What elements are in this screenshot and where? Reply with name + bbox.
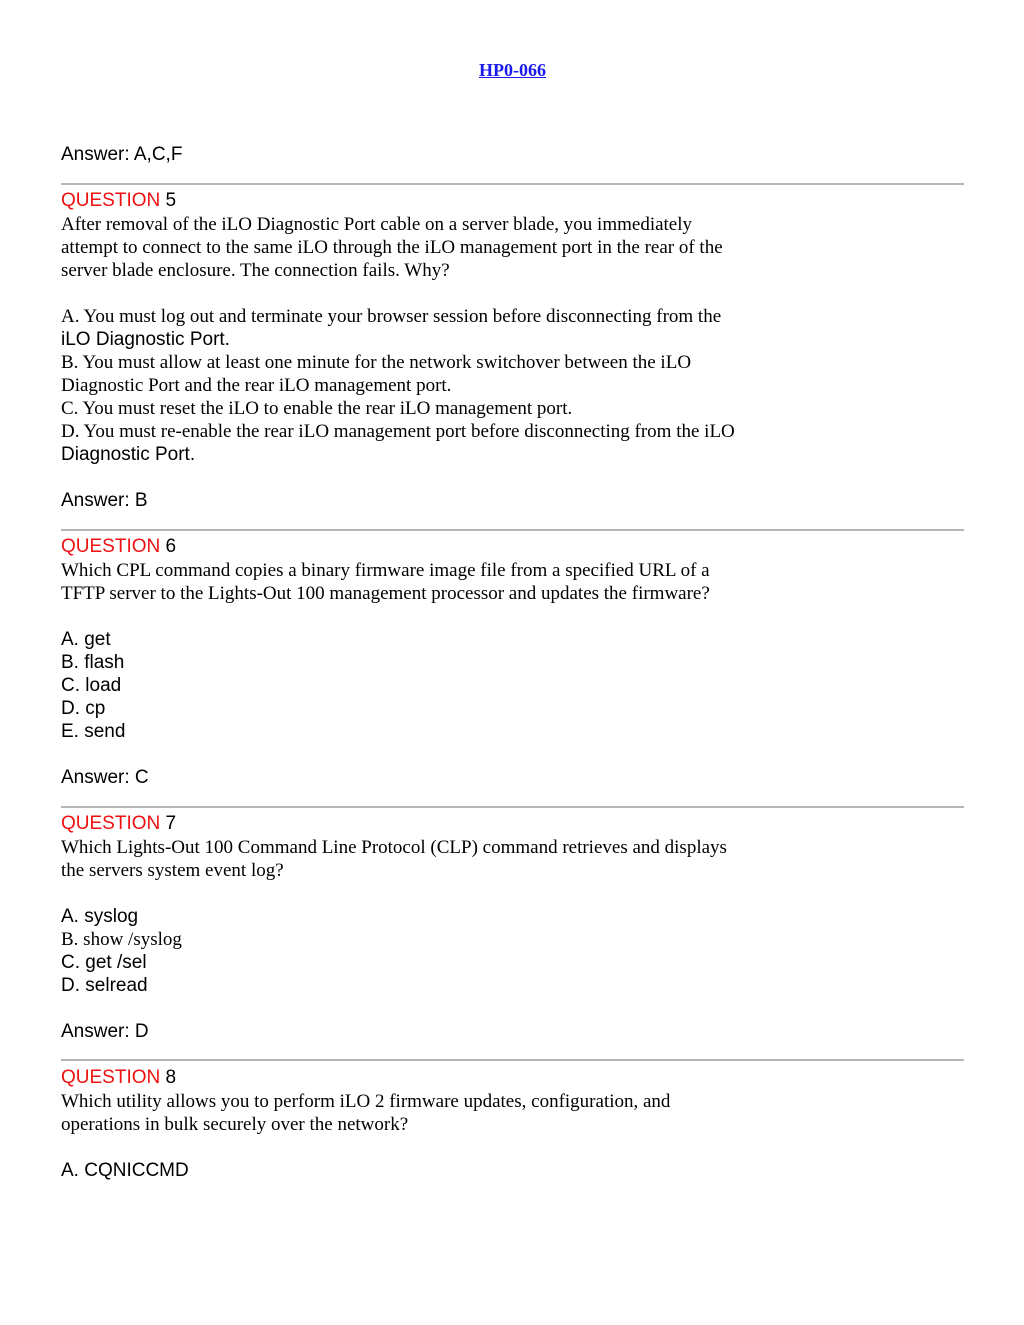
page-header xyxy=(61,60,964,81)
question-label: QUESTION xyxy=(61,813,161,834)
answer-option: B. You must allow at least one minute for the network switchover between the iLO xyxy=(61,352,692,373)
question-text: the servers system event log? xyxy=(61,860,284,881)
question-heading xyxy=(61,1066,176,1089)
correct-answer: Answer: D xyxy=(61,1021,149,1042)
correct-answer: Answer: C xyxy=(61,767,149,788)
question-number: 8 xyxy=(165,1067,177,1088)
question-text: Which CPL command copies a binary firmware image file from a specified URL of a xyxy=(61,560,710,581)
question-text: Which utility allows you to perform iLO 2 firmware updates, configuration, and xyxy=(61,1091,671,1112)
answer-option: A. CQNICCMD xyxy=(61,1160,189,1181)
answer-option: D. cp xyxy=(61,698,106,719)
answer-option: C. get /sel xyxy=(61,952,147,973)
answer-option: A. get xyxy=(61,629,111,650)
correct-answer: Answer: B xyxy=(61,490,148,511)
answer-option: B. flash xyxy=(61,652,125,673)
question-text: After removal of the iLO Diagnostic Port cable on a server blade, you immediately xyxy=(61,214,693,235)
answer-option: E. send xyxy=(61,721,126,742)
question-number: 7 xyxy=(165,813,177,834)
answer-option: iLO Diagnostic Port. xyxy=(61,329,230,350)
question-text: operations in bulk securely over the network? xyxy=(61,1114,409,1135)
question-heading xyxy=(61,812,176,835)
answer-option: C. load xyxy=(61,675,122,696)
answer-option: B. show /syslog xyxy=(61,929,182,950)
answer-option: Diagnostic Port. xyxy=(61,444,196,465)
answer-option: D. You must re-enable the rear iLO management port before disconnecting from the iLO xyxy=(61,421,735,442)
question-heading xyxy=(61,189,176,212)
answer-option: Diagnostic Port and the rear iLO management port. xyxy=(61,375,452,396)
question-number: 6 xyxy=(165,536,177,557)
question-text: attempt to connect to the same iLO through the iLO management port in the rear of the xyxy=(61,237,723,258)
question-label: QUESTION xyxy=(61,190,161,211)
divider xyxy=(61,806,964,808)
question-label: QUESTION xyxy=(61,536,161,557)
divider xyxy=(61,183,964,185)
divider xyxy=(61,1059,964,1061)
question-label: QUESTION xyxy=(61,1067,161,1088)
question-text: TFTP server to the Lights-Out 100 management processor and updates the firmware? xyxy=(61,583,710,604)
question-text: server blade enclosure. The connection fails. Why? xyxy=(61,260,450,281)
answer-option: C. You must reset the iLO to enable the rear iLO management port. xyxy=(61,398,573,419)
answer-option: A. You must log out and terminate your browser session before disconnecting from the xyxy=(61,306,722,327)
exam-code-link[interactable]: HP0-066 xyxy=(479,60,546,80)
answer-option: A. syslog xyxy=(61,906,139,927)
question-heading xyxy=(61,535,176,558)
answer-option: D. selread xyxy=(61,975,148,996)
previous-answer: Answer: A,C,F xyxy=(61,144,183,165)
question-number: 5 xyxy=(165,190,177,211)
question-text: Which Lights-Out 100 Command Line Protocol (CLP) command retrieves and displays xyxy=(61,837,727,858)
divider xyxy=(61,529,964,531)
